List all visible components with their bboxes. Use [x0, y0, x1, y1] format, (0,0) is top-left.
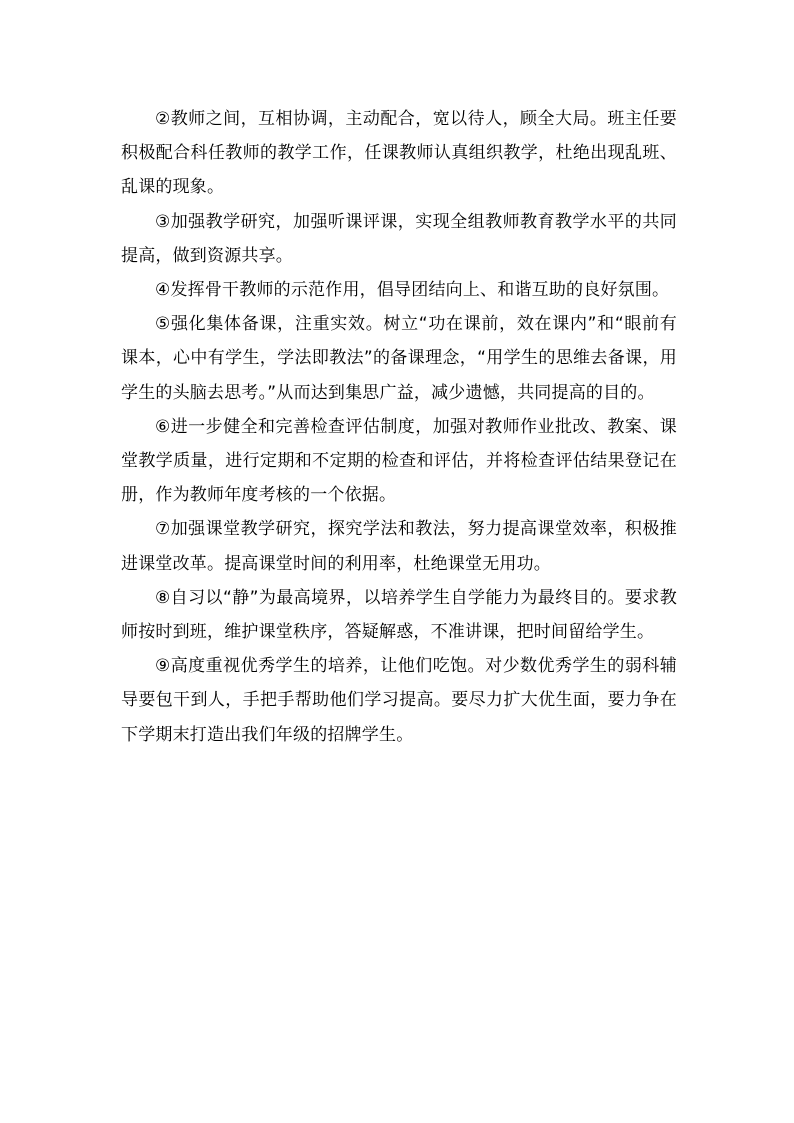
document-body — [121, 102, 677, 752]
paragraph-item-3: ③加强教学研究，加强听课评课，实现全组教师教育教学水平的共同提高，做到资源共享。 — [121, 211, 677, 266]
paragraph-item-2: ②教师之间，互相协调，主动配合，宽以待人，顾全大局。班主任要积极配合科任教师的教学工作，任课教师认真组织教学，杜绝出现乱班、乱课的现象。 — [121, 109, 677, 198]
paragraph-item-7: ⑦加强课堂教学研究，探究学法和教法，努力提高课堂效率，积极推进课堂改革。提高课堂时间的利用率，杜绝课堂无用功。 — [121, 519, 677, 574]
paragraph-item-4: ④发挥骨干教师的示范作用，倡导团结向上、和谐互助的良好氛围。 — [155, 280, 670, 301]
paragraph-item-8: ⑧自习以“静”为最高境界，以培养学生自学能力为最终目的。要求教师按时到班，维护课堂秩序，答疑解惑，不准讲课，把时间留给学生。 — [121, 587, 677, 643]
paragraph-item-5: ⑤强化集体备课，注重实效。树立“功在课前，效在课内”和“眼前有课本，心中有学生，学法即教法”的备课理念，“用学生的思维去备课，用学生的头脑去思考。”从而达到集思广益，减少遗憾，共同提高的目的。 — [121, 314, 677, 403]
paragraph-item-9: ⑨高度重视优秀学生的培养，让他们吃饱。对少数优秀学生的弱科辅导要包干到人，手把手帮助他们学习提高。要尽力扩大优生面，要力争在下学期末打造出我们年级的招牌学生。 — [121, 656, 677, 745]
paragraph-item-6: ⑥进一步健全和完善检查评估制度，加强对教师作业批改、教案、课堂教学质量，进行定期和不定期的检查和评估，并将检查评估结果登记在册，作为教师年度考核的一个依据。 — [121, 416, 677, 506]
